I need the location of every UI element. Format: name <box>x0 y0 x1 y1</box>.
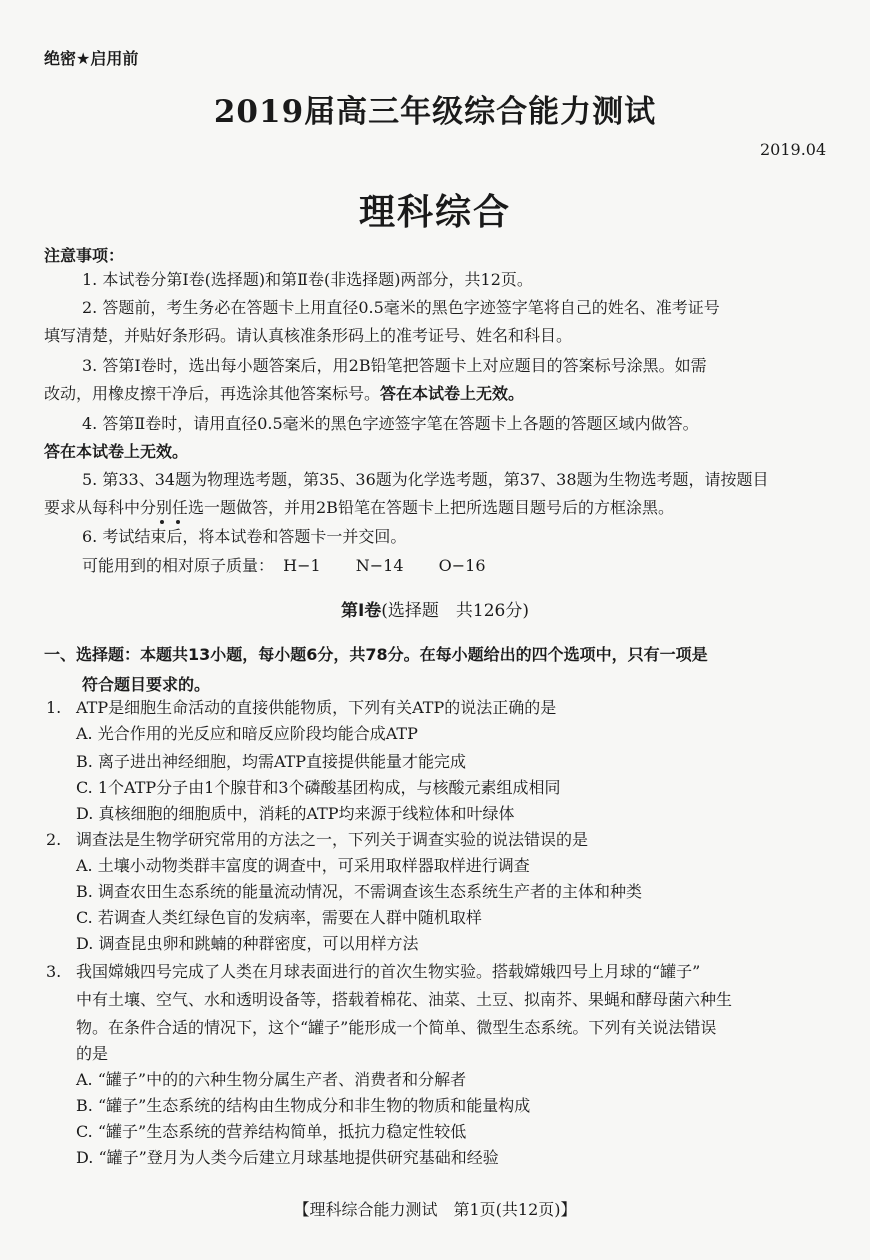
question-2-option-b: B. 调查农田生态系统的能量流动情况，不需调查该生态系统生产者的主体和种类 <box>76 882 642 901</box>
secret-label: 绝密★启用前 <box>44 49 139 68</box>
atomic-mass-n: N−14 <box>355 556 404 575</box>
question-1-option-a: A. 光合作用的光反应和暗反应阶段均能合成ATP <box>76 724 418 743</box>
atomic-mass-o: O−16 <box>438 556 486 575</box>
note-3-line-1: 3. 答第Ⅰ卷时，选出每小题答案后，用2B铅笔把答题卡上对应题目的答案标号涂黑。如需 <box>82 356 707 375</box>
note-5-line-1: 5. 第33、34题为物理选考题，第35、36题为化学选考题，第37、38题为生物选考题，请按题目 <box>82 470 769 489</box>
question-3-option-a: A. “罐子”中的的六种生物分属生产者、消费者和分解者 <box>76 1070 467 1089</box>
page-footer: 【理科综合能力测试 第1页(共12页)】 <box>293 1200 577 1219</box>
section-title <box>0 596 870 621</box>
atomic-mass-label: 可能用到的相对原子质量： <box>82 556 275 575</box>
question-2-number: 2. <box>46 830 62 849</box>
question-3-option-b: B. “罐子”生态系统的结构由生物成分和非生物的物质和能量构成 <box>76 1096 531 1115</box>
question-3-stem-line-3: 物。在条件合适的情况下，这个“罐子”能形成一个简单、微型生态系统。下列有关说法错误 <box>76 1018 717 1037</box>
note-3-bold: 答在本试卷上无效。 <box>380 384 525 403</box>
question-1-number: 1. <box>46 698 62 717</box>
question-3-option-d: D. “罐子”登月为人类今后建立月球基地提供研究基础和经验 <box>76 1148 499 1167</box>
note-3-plain: 改动，用橡皮擦干净后，再选涂其他答案标号。 <box>44 384 381 403</box>
question-3-option-c: C. “罐子”生态系统的营养结构简单，抵抗力稳定性较低 <box>76 1122 467 1141</box>
instruction-line-1: 一、选择题：本题共13小题，每小题6分，共78分。在每小题给出的四个选项中，只有一项是 <box>44 645 708 664</box>
question-3-stem-line-2: 中有土壤、空气、水和透明设备等，搭载着棉花、油菜、土豆、拟南芥、果蝇和酵母菌六种生 <box>76 990 733 1009</box>
note-2-line-1: 2. 答题前，考生务必在答题卡上用直径0.5毫米的黑色字迹签字笔将自己的姓名、准考证号 <box>82 298 720 317</box>
notes-heading: 注意事项： <box>44 246 125 265</box>
question-2-stem: 调查法是生物学研究常用的方法之一，下列关于调查实验的说法错误的是 <box>76 830 589 849</box>
question-1-option-b: B. 离子进出神经细胞，均需ATP直接提供能量才能完成 <box>76 752 467 771</box>
note-1: 1. 本试卷分第Ⅰ卷(选择题)和第Ⅱ卷(非选择题)两部分，共12页。 <box>82 270 533 289</box>
section-title-rest: (选择题 共126分) <box>381 601 530 621</box>
note-5-line-2: 要求从每科中分别任选一题做答，并用2B铅笔在答题卡上把所选题目题号后的方框涂黑。 <box>44 498 674 517</box>
instruction-line-2: 符合题目要求的。 <box>82 675 211 694</box>
question-1-option-d: D. 真核细胞的细胞质中，消耗的ATP均来源于线粒体和叶绿体 <box>76 804 515 823</box>
exam-title: 2019届高三年级综合能力测试 <box>213 94 657 130</box>
note-2-line-2: 填写清楚，并贴好条形码。请认真核准条形码上的准考证号、姓名和科目。 <box>44 326 573 345</box>
subject-title: 理科综合 <box>358 192 511 233</box>
note-3-line-2 <box>44 384 524 404</box>
note-4-line-1: 4. 答第Ⅱ卷时，请用直径0.5毫米的黑色字迹签字笔在答题卡上各题的答题区域内做答。 <box>82 414 699 433</box>
exam-date: 2019.04 <box>760 140 827 159</box>
question-3-stem-line-4: 的是 <box>76 1044 109 1063</box>
question-2-option-d: D. 调查昆虫卵和跳蝻的种群密度，可以用样方法 <box>76 934 419 953</box>
question-1-option-c: C. 1个ATP分子由1个腺苷和3个磷酸基团构成，与核酸元素组成相同 <box>76 778 561 797</box>
question-2-option-a: A. 土壤小动物类群丰富度的调查中，可采用取样器取样进行调查 <box>76 856 530 875</box>
question-3-number: 3. <box>46 962 62 981</box>
question-1-stem: ATP是细胞生命活动的直接供能物质，下列有关ATP的说法正确的是 <box>76 698 557 717</box>
emphasis-dot <box>176 520 180 524</box>
note-4-line-2: 答在本试卷上无效。 <box>44 442 189 461</box>
emphasis-dot <box>160 520 164 524</box>
section-title-bold: 第Ⅰ卷 <box>340 601 382 621</box>
atomic-masses-line <box>82 556 486 576</box>
question-3-stem-line-1: 我国嫦娥四号完成了人类在月球表面进行的首次生物实验。搭载嫦娥四号上月球的“罐子” <box>76 962 701 981</box>
atomic-mass-h: H−1 <box>283 556 321 575</box>
note-6: 6. 考试结束后，将本试卷和答题卡一并交回。 <box>82 527 407 546</box>
question-2-option-c: C. 若调查人类红绿色盲的发病率，需要在人群中随机取样 <box>76 908 482 927</box>
